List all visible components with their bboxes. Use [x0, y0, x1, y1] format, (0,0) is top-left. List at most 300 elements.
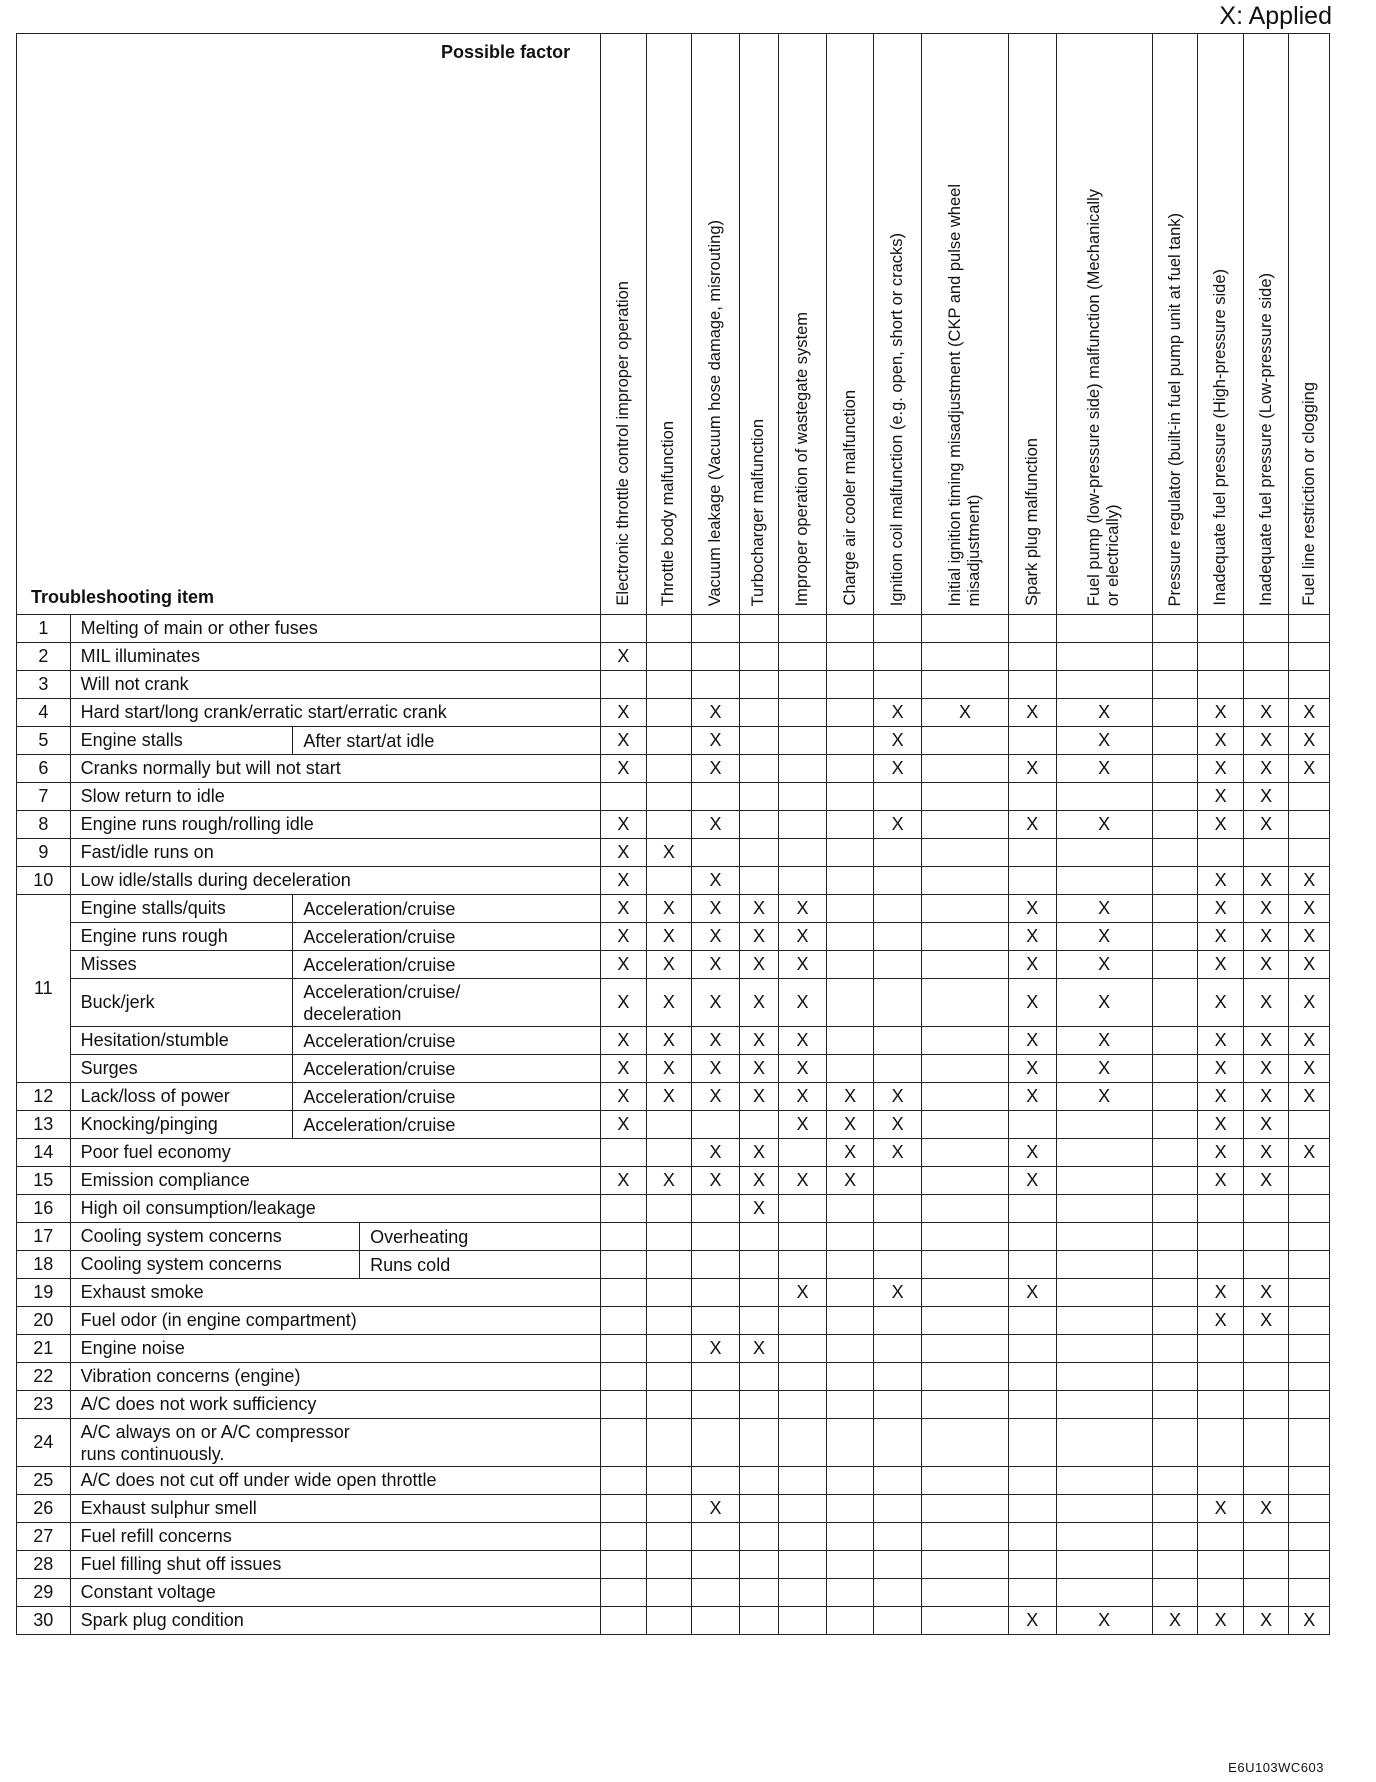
- row-number: 16: [17, 1195, 71, 1223]
- applied-mark: [739, 1419, 778, 1467]
- applied-mark: [1056, 1467, 1152, 1495]
- applied-mark: X: [646, 951, 692, 979]
- applied-mark: [1152, 1391, 1198, 1419]
- applied-mark: X: [601, 643, 647, 671]
- applied-mark: [1056, 1251, 1152, 1279]
- applied-mark: X: [692, 1167, 740, 1195]
- applied-mark: X: [1009, 811, 1057, 839]
- applied-mark: [921, 1579, 1008, 1607]
- applied-mark: X: [1243, 783, 1289, 811]
- table-row: [17, 1223, 1330, 1251]
- applied-mark: [1056, 1363, 1152, 1391]
- applied-mark: [646, 1139, 692, 1167]
- applied-mark: X: [1198, 895, 1244, 923]
- item-description: Spark plug condition: [70, 1607, 600, 1635]
- applied-mark: [739, 839, 778, 867]
- applied-mark: X: [1198, 1027, 1244, 1055]
- applied-mark: X: [739, 1195, 778, 1223]
- applied-mark: X: [692, 1139, 740, 1167]
- row-number: 17: [17, 1223, 71, 1251]
- applied-mark: X: [601, 923, 647, 951]
- applied-mark: X: [1243, 923, 1289, 951]
- applied-mark: [921, 1111, 1008, 1139]
- applied-mark: [739, 811, 778, 839]
- table-row: [17, 1083, 1330, 1111]
- applied-mark: [739, 1279, 778, 1307]
- applied-mark: [921, 1195, 1008, 1223]
- applied-mark: [1152, 811, 1198, 839]
- applied-mark: X: [1056, 951, 1152, 979]
- applied-mark: [1152, 1419, 1198, 1467]
- applied-mark: X: [1009, 1607, 1057, 1635]
- applied-mark: [646, 1467, 692, 1495]
- applied-mark: X: [1198, 923, 1244, 951]
- row-number: 28: [17, 1551, 71, 1579]
- applied-mark: X: [739, 1335, 778, 1363]
- applied-mark: X: [1243, 1083, 1289, 1111]
- applied-mark: [1009, 1363, 1057, 1391]
- applied-mark: [1243, 615, 1289, 643]
- applied-mark: X: [1243, 1307, 1289, 1335]
- applied-mark: X: [1009, 699, 1057, 727]
- applied-mark: [779, 1467, 827, 1495]
- applied-mark: X: [1289, 979, 1330, 1027]
- applied-mark: X: [601, 755, 647, 783]
- applied-mark: [739, 1111, 778, 1139]
- applied-mark: X: [1289, 895, 1330, 923]
- applied-mark: [1289, 1579, 1330, 1607]
- applied-mark: [1289, 1363, 1330, 1391]
- applied-mark: X: [1198, 1167, 1244, 1195]
- applied-mark: [921, 811, 1008, 839]
- row-number: 24: [17, 1419, 71, 1467]
- factor-label: Charge air cooler malfunction: [840, 390, 859, 606]
- row-number: 30: [17, 1607, 71, 1635]
- applied-mark: X: [779, 923, 827, 951]
- applied-mark: X: [601, 1083, 647, 1111]
- applied-mark: [826, 895, 874, 923]
- applied-mark: [1009, 615, 1057, 643]
- applied-mark: X: [1198, 811, 1244, 839]
- applied-mark: [692, 1523, 740, 1551]
- applied-mark: [921, 727, 1008, 755]
- table-row: [17, 699, 1330, 727]
- applied-mark: [1289, 1307, 1330, 1335]
- applied-mark: X: [1243, 979, 1289, 1027]
- item-description: MIL illuminates: [70, 643, 600, 671]
- applied-mark: [1056, 867, 1152, 895]
- applied-mark: [1056, 1495, 1152, 1523]
- applied-mark: [1198, 1523, 1244, 1551]
- applied-mark: [1152, 1139, 1198, 1167]
- applied-mark: [739, 643, 778, 671]
- applied-mark: [739, 1495, 778, 1523]
- applied-mark: [1289, 783, 1330, 811]
- applied-mark: [1056, 1223, 1152, 1251]
- applied-mark: X: [601, 1055, 647, 1083]
- applied-mark: [1056, 643, 1152, 671]
- factor-header: [1289, 34, 1330, 615]
- applied-mark: [1289, 1195, 1330, 1223]
- applied-mark: [921, 1083, 1008, 1111]
- applied-mark: [692, 1467, 740, 1495]
- applied-mark: X: [1009, 1139, 1057, 1167]
- applied-mark: [1152, 951, 1198, 979]
- table-row: [17, 1523, 1330, 1551]
- applied-mark: [826, 1055, 874, 1083]
- applied-mark: [874, 1523, 922, 1551]
- applied-mark: X: [739, 895, 778, 923]
- applied-mark: [921, 839, 1008, 867]
- applied-mark: [921, 1523, 1008, 1551]
- applied-mark: [921, 1419, 1008, 1467]
- applied-mark: X: [692, 1027, 740, 1055]
- applied-mark: X: [1243, 811, 1289, 839]
- applied-mark: [1198, 1551, 1244, 1579]
- applied-mark: [779, 1419, 827, 1467]
- item-description: Engine runs rough/rolling idle: [70, 811, 600, 839]
- table-row: [17, 643, 1330, 671]
- applied-mark: [1289, 615, 1330, 643]
- applied-mark: [1056, 1195, 1152, 1223]
- factor-header: [921, 34, 1008, 615]
- applied-mark: [779, 671, 827, 699]
- applied-mark: [1243, 1523, 1289, 1551]
- applied-mark: [739, 1467, 778, 1495]
- applied-mark: X: [826, 1083, 874, 1111]
- row-number: 4: [17, 699, 71, 727]
- item-description: Engine runs rough: [70, 923, 293, 951]
- applied-mark: [601, 1195, 647, 1223]
- table-row: [17, 755, 1330, 783]
- applied-mark: [874, 1551, 922, 1579]
- applied-mark: [1009, 1579, 1057, 1607]
- applied-mark: [646, 1195, 692, 1223]
- applied-mark: [1289, 671, 1330, 699]
- applied-mark: [921, 951, 1008, 979]
- applied-mark: [601, 1579, 647, 1607]
- applied-mark: [1289, 1467, 1330, 1495]
- applied-mark: [739, 1551, 778, 1579]
- row-number: 18: [17, 1251, 71, 1279]
- applied-mark: [1243, 643, 1289, 671]
- applied-mark: [1152, 1027, 1198, 1055]
- applied-mark: [1009, 1307, 1057, 1335]
- applied-mark: [874, 1495, 922, 1523]
- applied-mark: [1243, 1223, 1289, 1251]
- applied-mark: [1056, 783, 1152, 811]
- table-row: [17, 867, 1330, 895]
- applied-mark: X: [1056, 923, 1152, 951]
- applied-mark: X: [1198, 1055, 1244, 1083]
- applied-mark: [921, 1467, 1008, 1495]
- applied-mark: [921, 1251, 1008, 1279]
- applied-mark: [1243, 1419, 1289, 1467]
- applied-mark: X: [779, 979, 827, 1027]
- applied-mark: [874, 867, 922, 895]
- applied-mark: [646, 1523, 692, 1551]
- applied-mark: [874, 1579, 922, 1607]
- applied-mark: [601, 1607, 647, 1635]
- applied-mark: [1198, 1363, 1244, 1391]
- factor-header: [874, 34, 922, 615]
- applied-mark: [1056, 1307, 1152, 1335]
- applied-mark: [601, 671, 647, 699]
- applied-mark: [779, 643, 827, 671]
- table-row: [17, 727, 1330, 755]
- applied-mark: [874, 1223, 922, 1251]
- applied-mark: [1009, 783, 1057, 811]
- table-row: [17, 951, 1330, 979]
- applied-mark: [646, 1579, 692, 1607]
- applied-mark: [779, 1251, 827, 1279]
- applied-mark: [646, 1335, 692, 1363]
- applied-mark: X: [1198, 783, 1244, 811]
- applied-mark: [646, 1279, 692, 1307]
- applied-mark: [779, 1495, 827, 1523]
- applied-mark: X: [601, 699, 647, 727]
- applied-mark: [692, 839, 740, 867]
- row-number: 3: [17, 671, 71, 699]
- table-row: [17, 615, 1330, 643]
- header-row: [17, 34, 1330, 615]
- applied-mark: X: [779, 1083, 827, 1111]
- applied-mark: [779, 811, 827, 839]
- applied-mark: X: [1198, 1279, 1244, 1307]
- applied-mark: X: [874, 1111, 922, 1139]
- factor-label: Inadequate fuel pressure (High-pressure side): [1211, 269, 1230, 606]
- applied-mark: [1289, 1551, 1330, 1579]
- applied-mark: [646, 643, 692, 671]
- applied-mark: [1289, 1111, 1330, 1139]
- applied-mark: [1152, 1307, 1198, 1335]
- item-condition: Acceleration/cruise: [293, 1083, 601, 1111]
- applied-mark: [1152, 1579, 1198, 1607]
- applied-mark: [739, 1391, 778, 1419]
- applied-mark: X: [1289, 867, 1330, 895]
- applied-mark: [646, 1391, 692, 1419]
- applied-mark: [1198, 1467, 1244, 1495]
- applied-mark: [921, 1055, 1008, 1083]
- applied-mark: [779, 839, 827, 867]
- applied-mark: X: [1009, 1055, 1057, 1083]
- applied-mark: [874, 1027, 922, 1055]
- item-condition: Overheating: [360, 1223, 601, 1251]
- item-condition: Acceleration/cruise: [293, 1055, 601, 1083]
- applied-mark: X: [874, 1279, 922, 1307]
- applied-mark: [1152, 839, 1198, 867]
- applied-mark: X: [1243, 1495, 1289, 1523]
- table-row: [17, 1391, 1330, 1419]
- applied-mark: [826, 755, 874, 783]
- applied-mark: [646, 615, 692, 643]
- applied-mark: [601, 783, 647, 811]
- applied-mark: [921, 671, 1008, 699]
- applied-mark: X: [1009, 979, 1057, 1027]
- table-row: [17, 1111, 1330, 1139]
- item-description: Engine stalls/quits: [70, 895, 293, 923]
- applied-mark: [1009, 1419, 1057, 1467]
- applied-mark: X: [601, 1111, 647, 1139]
- applied-mark: X: [1056, 895, 1152, 923]
- applied-mark: X: [601, 867, 647, 895]
- applied-mark: X: [1198, 979, 1244, 1027]
- applied-mark: [921, 755, 1008, 783]
- applied-mark: [826, 1363, 874, 1391]
- applied-mark: [1243, 1391, 1289, 1419]
- applied-mark: [874, 1251, 922, 1279]
- applied-mark: [826, 867, 874, 895]
- applied-mark: [779, 727, 827, 755]
- factor-header: [1198, 34, 1244, 615]
- applied-mark: X: [692, 867, 740, 895]
- applied-mark: [921, 1363, 1008, 1391]
- applied-mark: [921, 895, 1008, 923]
- applied-mark: [921, 643, 1008, 671]
- factor-label: Fuel line restriction or clogging: [1299, 382, 1318, 606]
- legend: X: Applied: [1219, 2, 1332, 30]
- applied-mark: [1243, 1551, 1289, 1579]
- applied-mark: X: [1056, 1027, 1152, 1055]
- item-description: Lack/loss of power: [70, 1083, 293, 1111]
- applied-mark: X: [692, 1495, 740, 1523]
- factor-label: Improper operation of wastegate system: [793, 311, 811, 606]
- applied-mark: [1009, 1335, 1057, 1363]
- applied-mark: X: [826, 1167, 874, 1195]
- applied-mark: [1152, 867, 1198, 895]
- applied-mark: [874, 1055, 922, 1083]
- applied-mark: [1152, 643, 1198, 671]
- applied-mark: [826, 811, 874, 839]
- table-row: [17, 1055, 1330, 1083]
- item-description: Fuel odor (in engine compartment): [70, 1307, 600, 1335]
- applied-mark: X: [601, 1027, 647, 1055]
- applied-mark: [1289, 643, 1330, 671]
- applied-mark: X: [1009, 1279, 1057, 1307]
- applied-mark: X: [874, 1083, 922, 1111]
- item-description: A/C does not work sufficiency: [70, 1391, 600, 1419]
- applied-mark: [692, 615, 740, 643]
- applied-mark: [874, 783, 922, 811]
- applied-mark: [601, 1139, 647, 1167]
- applied-mark: [1152, 699, 1198, 727]
- applied-mark: [1056, 1335, 1152, 1363]
- applied-mark: X: [1198, 867, 1244, 895]
- applied-mark: X: [779, 951, 827, 979]
- applied-mark: [1009, 1391, 1057, 1419]
- applied-mark: [692, 1111, 740, 1139]
- applied-mark: [779, 1523, 827, 1551]
- applied-mark: [1009, 1551, 1057, 1579]
- factor-header: [826, 34, 874, 615]
- applied-mark: X: [1198, 727, 1244, 755]
- applied-mark: [646, 867, 692, 895]
- applied-mark: X: [601, 811, 647, 839]
- table-row: [17, 1167, 1330, 1195]
- applied-mark: X: [692, 951, 740, 979]
- figure-code: E6U103WC603: [1228, 1760, 1324, 1775]
- applied-mark: X: [646, 1083, 692, 1111]
- factor-header: [646, 34, 692, 615]
- applied-mark: [1009, 867, 1057, 895]
- applied-mark: [826, 1419, 874, 1467]
- applied-mark: X: [1289, 951, 1330, 979]
- item-description: Cranks normally but will not start: [70, 755, 600, 783]
- item-description: Exhaust sulphur smell: [70, 1495, 600, 1523]
- applied-mark: [1009, 671, 1057, 699]
- applied-mark: X: [1243, 1607, 1289, 1635]
- applied-mark: [779, 1335, 827, 1363]
- applied-mark: [826, 643, 874, 671]
- applied-mark: X: [739, 951, 778, 979]
- applied-mark: [692, 671, 740, 699]
- applied-mark: [1056, 1167, 1152, 1195]
- applied-mark: [1056, 615, 1152, 643]
- table-row: [17, 979, 1330, 1027]
- applied-mark: X: [739, 1027, 778, 1055]
- applied-mark: X: [692, 1335, 740, 1363]
- applied-mark: X: [1243, 867, 1289, 895]
- applied-mark: [692, 1579, 740, 1607]
- applied-mark: [1152, 1523, 1198, 1551]
- factor-header: [692, 34, 740, 615]
- table-row: [17, 811, 1330, 839]
- applied-mark: [826, 923, 874, 951]
- applied-mark: [646, 783, 692, 811]
- possible-factor-label: Possible factor: [441, 42, 571, 62]
- applied-mark: [1198, 1579, 1244, 1607]
- applied-mark: X: [739, 1139, 778, 1167]
- row-number: 7: [17, 783, 71, 811]
- applied-mark: X: [692, 811, 740, 839]
- applied-mark: [921, 1495, 1008, 1523]
- applied-mark: [646, 1111, 692, 1139]
- item-condition: Acceleration/cruise: [293, 1111, 601, 1139]
- applied-mark: [1152, 1335, 1198, 1363]
- applied-mark: [921, 1335, 1008, 1363]
- applied-mark: [1056, 1279, 1152, 1307]
- applied-mark: [1009, 1467, 1057, 1495]
- row-number: 23: [17, 1391, 71, 1419]
- applied-mark: [739, 1363, 778, 1391]
- applied-mark: [1198, 1391, 1244, 1419]
- item-description: Poor fuel economy: [70, 1139, 600, 1167]
- item-condition: Acceleration/cruise: [293, 951, 601, 979]
- factor-label: Throttle body malfunction: [659, 420, 678, 606]
- applied-mark: [1243, 1363, 1289, 1391]
- applied-mark: [921, 1167, 1008, 1195]
- row-number: 20: [17, 1307, 71, 1335]
- applied-mark: [826, 699, 874, 727]
- applied-mark: [646, 1495, 692, 1523]
- item-description: A/C does not cut off under wide open throttle: [70, 1467, 600, 1495]
- applied-mark: X: [646, 1167, 692, 1195]
- item-description: Hard start/long crank/erratic start/erratic crank: [70, 699, 600, 727]
- applied-mark: [779, 783, 827, 811]
- applied-mark: X: [874, 1139, 922, 1167]
- row-number: 12: [17, 1083, 71, 1111]
- applied-mark: [1198, 1419, 1244, 1467]
- item-description: Fuel filling shut off issues: [70, 1551, 600, 1579]
- applied-mark: X: [1056, 699, 1152, 727]
- applied-mark: [646, 1251, 692, 1279]
- applied-mark: [692, 1251, 740, 1279]
- applied-mark: [826, 951, 874, 979]
- item-description: High oil consumption/leakage: [70, 1195, 600, 1223]
- factor-label: Spark plug malfunction: [1022, 438, 1041, 606]
- applied-mark: [1289, 1419, 1330, 1467]
- applied-mark: [1152, 1467, 1198, 1495]
